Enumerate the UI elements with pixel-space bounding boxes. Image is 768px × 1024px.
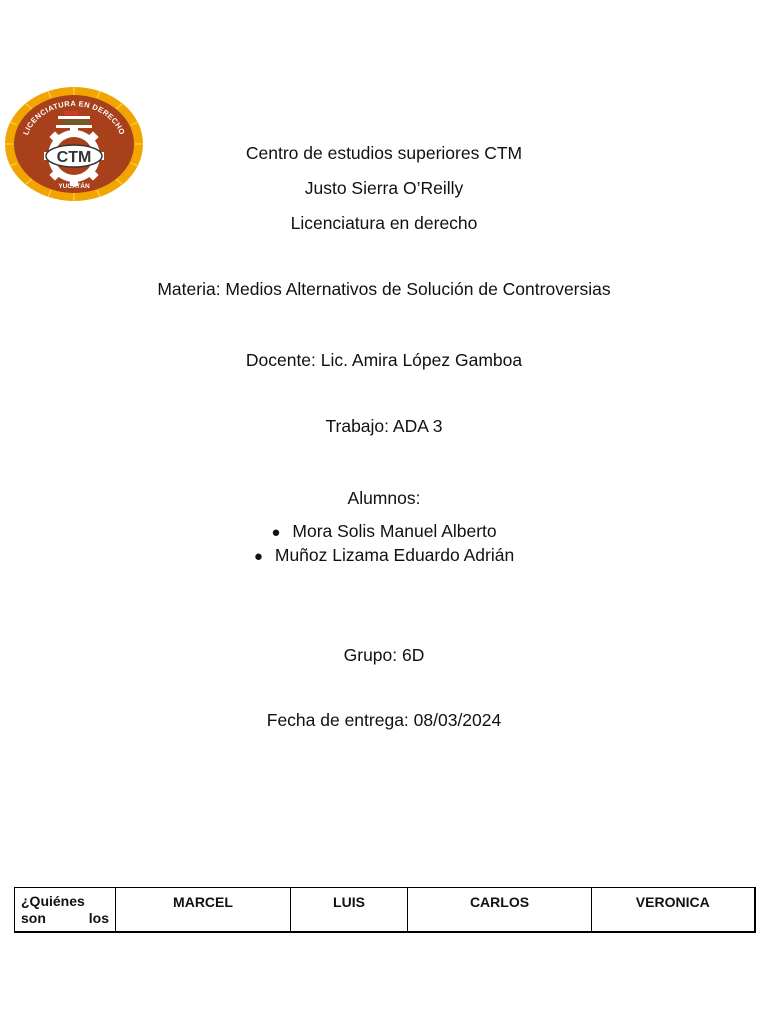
list-item [0,520,768,544]
bullet-icon: ● [253,548,263,565]
list-item [0,544,768,568]
institution-name: Centro de estudios superiores CTM [245,143,523,163]
assignment-line: Trabajo: ADA 3 [325,416,443,436]
campus-name: Justo Sierra O’Reilly [304,178,464,198]
bullet-icon: ● [271,524,281,541]
header-cell: CARLOS [408,888,592,933]
table-row [15,888,755,933]
group-line: Grupo: 6D [343,645,425,665]
svg-text:YUCATÁN: YUCATÁN [58,183,90,190]
roles-table [14,887,754,933]
svg-text:CTM: CTM [56,149,92,166]
due-date-line: Fecha de entrega: 08/03/2024 [266,710,502,730]
program-name: Licenciatura en derecho [290,213,478,233]
students-label: Alumnos: [347,488,421,508]
student-name: Muñoz Lizama Eduardo Adrián [274,545,515,565]
question-cell: ¿Quiénes son los [15,888,116,933]
student-name: Mora Solis Manuel Alberto [292,521,497,541]
svg-text:LICENCIATURA EN DERECHO: LICENCIATURA EN DERECHO [21,98,127,137]
header-cell: MARCEL [116,888,291,933]
header-cell: LUIS [291,888,408,933]
teacher-line: Docente: Lic. Amira López Gamboa [245,350,523,370]
subject-line: Materia: Medios Alternativos de Solución de Controversias [157,279,611,299]
header-cell: VERONICA [592,888,755,933]
students-list [0,520,768,568]
